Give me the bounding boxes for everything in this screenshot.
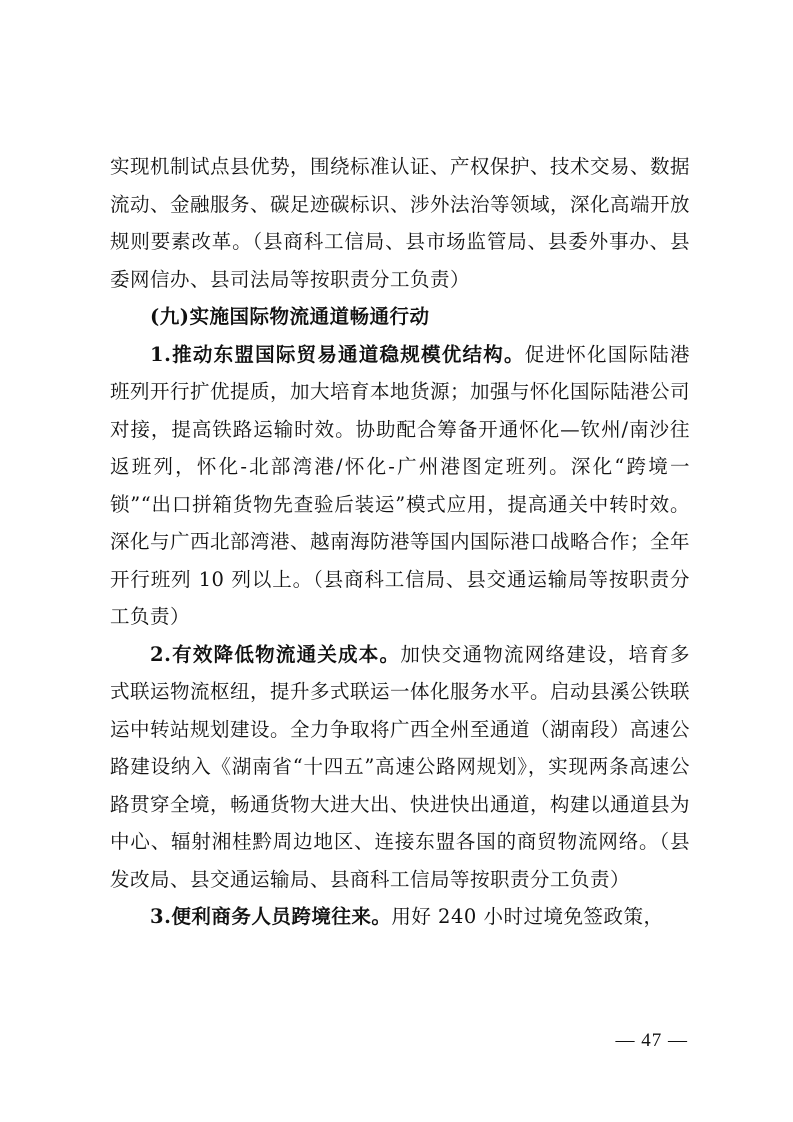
item-1-paragraph (110, 336, 690, 636)
item-1-lead: 1.推动东盟国际贸易通道稳规模优结构。 (150, 342, 525, 366)
item-1-body: 促进怀化国际陆港班列开行扩优提质，加大培育本地货源；加强与怀化国际陆港公司对接，提高铁路运输时效。协助配合筹备开通怀化—钦州/南沙往返班列，怀化-北部湾港/怀化-广州港图定班列。深化“跨境一锁”“出口拼箱货物先查验后装运”模式应用，提高通关中转时效。深化与广西北部湾港、越南海防港等国内国际港口战略合作；全年开行班列 10 列以上。（县商科工信局、县交通运输局等按职责分工负责） (110, 342, 691, 628)
item-3-body: 用好 240 小时过境免签政策， (391, 905, 664, 928)
item-3-lead: 3.便利商务人员跨境往来。 (150, 905, 392, 928)
section-heading: (九)实施国际物流通道畅通行动 (150, 305, 430, 328)
item-3-paragraph (110, 898, 690, 936)
item-2-paragraph (110, 636, 690, 899)
continuation-paragraph: 实现机制试点县优势，围绕标准认证、产权保护、技术交易、数据流动、金融服务、碳足迹碳标识、涉外法治等领域，深化高端开放规则要素改革。（县商科工信局、县市场监管局、县委外事办、县委网信办、县司法局等按职责分工负责） (110, 155, 691, 291)
item-2-body: 加快交通物流网络建设，培育多式联运物流枢纽，提升多式联运一体化服务水平。启动县溪公铁联运中转站规划建设。全力争取将广西全州至通道（湖南段）高速公路建设纳入《湖南省“十四五”高速公路网规划》，实现两条高速公路贯穿全境，畅通货物大进大出、快进快出通道，构建以通道县为中心、辐射湘桂黔周边地区、连接东盟各国的商贸物流网络。（县发改局、县交通运输局、县商科工信局等按职责分工负责） (110, 642, 691, 891)
item-2-lead: 2.有效降低物流通关成本。 (150, 642, 401, 666)
page-number: — 47 — (615, 1030, 688, 1051)
document-body (110, 148, 690, 936)
